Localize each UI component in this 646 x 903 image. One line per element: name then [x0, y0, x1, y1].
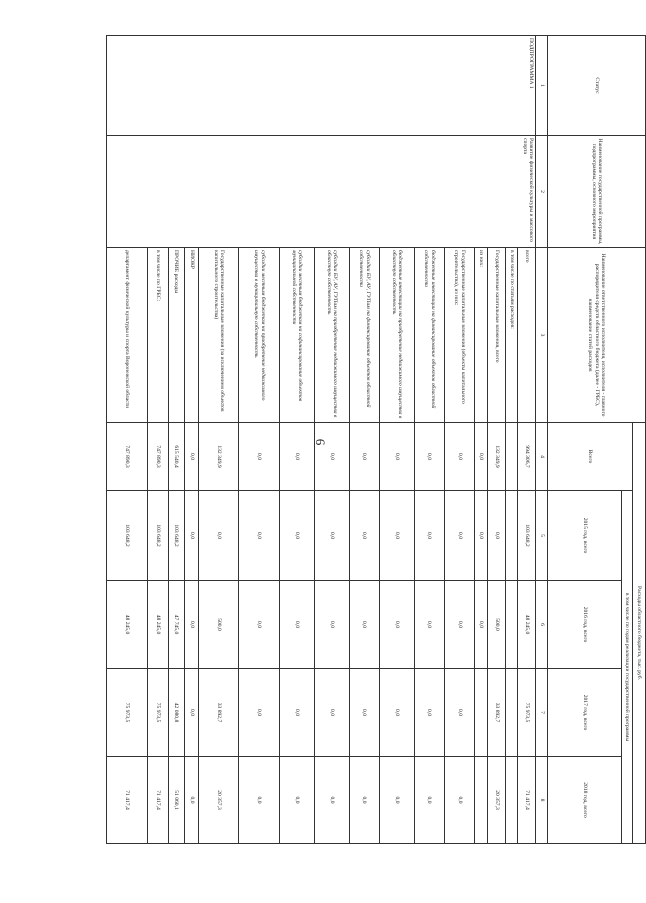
value-2016-cell: 0,0	[349, 581, 379, 669]
value-2015-cell	[506, 491, 518, 581]
table-body	[107, 36, 536, 844]
value-2015-cell: 0,0	[474, 491, 487, 581]
total-value-cell: 0,0	[474, 423, 487, 491]
value-2017-cell	[474, 669, 487, 757]
value-2016-cell: 0,0	[239, 581, 280, 669]
value-2018-cell: 0,0	[414, 757, 444, 844]
total-value-cell: 0,0	[184, 423, 198, 491]
value-2017-cell: 75 973,5	[517, 669, 536, 757]
value-2017-cell: 0,0	[184, 669, 198, 757]
expense-label-cell: субсидии БУ, АУ, ГУПам на приобретение недвижимого имущества в областную собственность	[314, 248, 349, 423]
value-2018-cell: 0,0	[379, 757, 414, 844]
value-2016-cell: 500,0	[487, 581, 506, 669]
total-value-cell: 0,0	[444, 423, 474, 491]
page-number: 6	[313, 438, 328, 446]
value-2016-cell: 47 745,0	[168, 581, 184, 669]
value-2017-cell: 0,0	[379, 669, 414, 757]
expense-label-cell: субсидии БУ, АУ, ГУПам на финансирование объектов областной собственности	[349, 248, 379, 423]
value-2015-cell: 0,0	[349, 491, 379, 581]
value-2016-cell: 500,0	[198, 581, 239, 669]
expense-label-cell: бюджетные инвестиции на финансирование объектов областной собственности	[414, 248, 444, 423]
value-2018-cell: 71 417,4	[147, 757, 168, 844]
expense-label-cell: департамент физической культуры и спорта Воронежской области	[107, 248, 148, 423]
value-2016-cell: 0,0	[379, 581, 414, 669]
value-2017-cell: 0,0	[444, 669, 474, 757]
value-2017-cell: 0,0	[414, 669, 444, 757]
budget-table	[106, 35, 646, 844]
value-2015-cell: 0,0	[314, 491, 349, 581]
header-total: Всего	[548, 423, 633, 491]
expense-label-cell: в том числе по ГРБС:	[147, 248, 168, 423]
header-gov-name: Наименование ответственного исполнителя, исполнителя - главного распорядителя средств областного бюджета (далее - ГРБС), наименование статей расходов	[548, 248, 646, 423]
value-2015-cell: 0,0	[487, 491, 506, 581]
value-2016-cell: 0,0	[414, 581, 444, 669]
total-value-cell: 994 306,7	[517, 423, 536, 491]
value-2017-cell: 0,0	[239, 669, 280, 757]
status-cell: ПОДПРОГРАММА 1	[107, 36, 536, 136]
header-2018: 2018 год, всего	[548, 757, 622, 844]
expense-label-cell: субсидии местным бюджетам на приобретение недвижимого имущества в муниципальную собственность	[239, 248, 280, 423]
value-2018-cell: 0,0	[444, 757, 474, 844]
column-number: 8	[536, 757, 548, 844]
header-2015: 2015 год, всего	[548, 491, 622, 581]
column-number-row	[536, 36, 548, 844]
value-2017-cell: 0,0	[279, 669, 314, 757]
value-2018-cell: 20 357,3	[487, 757, 506, 844]
value-2015-cell: 0,0	[239, 491, 280, 581]
total-value-cell: 132 349,9	[487, 423, 506, 491]
value-2018-cell: 0,0	[279, 757, 314, 844]
expense-label-cell: из них:	[474, 248, 487, 423]
value-2016-cell: 0,0	[279, 581, 314, 669]
value-2016-cell: 0,0	[444, 581, 474, 669]
value-2017-cell: 42 080,8	[168, 669, 184, 757]
total-value-cell: 747 890,3	[147, 423, 168, 491]
total-value-cell: 0,0	[314, 423, 349, 491]
expense-label-cell: всего	[517, 248, 536, 423]
expense-label-cell: Государственные капитальные вложения (за исключением объектов капитального строительства)	[198, 248, 239, 423]
value-2015-cell: 0,0	[184, 491, 198, 581]
value-2017-cell: 75 973,5	[107, 669, 148, 757]
value-2017-cell: 33 892,7	[487, 669, 506, 757]
value-2016-cell	[506, 581, 518, 669]
value-2017-cell	[506, 669, 518, 757]
column-number: 2	[536, 136, 548, 248]
value-2018-cell: 0,0	[314, 757, 349, 844]
column-number: 1	[536, 36, 548, 136]
rotated-table-area	[106, 35, 646, 843]
column-number: 7	[536, 669, 548, 757]
rotated-table-container	[106, 35, 646, 843]
column-number: 3	[536, 248, 548, 423]
total-value-cell	[506, 423, 518, 491]
value-2017-cell: 75 973,5	[147, 669, 168, 757]
header-2017: 2017 год, всего	[548, 669, 622, 757]
expense-label-cell: Государственные капитальные вложения, всего	[487, 248, 506, 423]
value-2016-cell: 48 245,0	[107, 581, 148, 669]
expense-label-cell: бюджетные инвестиции на приобретение недвижимого имущества в областную собственность	[379, 248, 414, 423]
header-status: Статус	[548, 36, 646, 136]
total-value-cell: 0,0	[279, 423, 314, 491]
table-row	[517, 36, 536, 844]
header-2016: 2016 год, всего	[548, 581, 622, 669]
value-2015-cell: 103 648,2	[517, 491, 536, 581]
value-2015-cell: 0,0	[414, 491, 444, 581]
header-years-group: в том числе по годам реализации государственной программы	[622, 491, 633, 844]
value-2015-cell: 103 648,2	[147, 491, 168, 581]
expense-label-cell: НИОКР	[184, 248, 198, 423]
value-2015-cell: 103 648,2	[168, 491, 184, 581]
value-2018-cell: 0,0	[349, 757, 379, 844]
value-2018-cell	[506, 757, 518, 844]
value-2016-cell: 48 245,0	[517, 581, 536, 669]
expense-label-cell: субсидии местным бюджетам на софинансирование объектов муниципальной собственности	[279, 248, 314, 423]
total-value-cell: 615 540,4	[168, 423, 184, 491]
value-2018-cell: 0,0	[184, 757, 198, 844]
total-value-cell: 132 349,9	[198, 423, 239, 491]
total-value-cell: 0,0	[414, 423, 444, 491]
value-2016-cell: 0,0	[314, 581, 349, 669]
value-2017-cell: 0,0	[349, 669, 379, 757]
column-number: 5	[536, 491, 548, 581]
value-2016-cell: 0,0	[474, 581, 487, 669]
value-2018-cell: 0,0	[239, 757, 280, 844]
expense-label-cell: Государственные капитальные вложения (объекты капитального строительства), из них:	[444, 248, 474, 423]
total-value-cell: 0,0	[379, 423, 414, 491]
expense-label-cell: ПРОЧИЕ расходы	[168, 248, 184, 423]
expense-label-cell: в том числе по статьям расходов:	[506, 248, 518, 423]
value-2015-cell: 0,0	[279, 491, 314, 581]
value-2018-cell: 51 060,1	[168, 757, 184, 844]
value-2018-cell: 71 417,4	[517, 757, 536, 844]
total-value-cell: 747 890,3	[107, 423, 148, 491]
value-2015-cell: 0,0	[198, 491, 239, 581]
value-2018-cell	[474, 757, 487, 844]
value-2017-cell: 0,0	[314, 669, 349, 757]
total-value-cell: 0,0	[349, 423, 379, 491]
program-name-cell: Развитие физической культуры и массового спорта	[107, 136, 536, 248]
header-program-name: Наименование государственной программы, подпрограммы, основного мероприятия	[548, 136, 646, 248]
value-2015-cell: 0,0	[379, 491, 414, 581]
header-budget-group: Расходы областного бюджета, тыс. руб.	[633, 423, 646, 844]
value-2015-cell: 103 648,2	[107, 491, 148, 581]
column-number: 6	[536, 581, 548, 669]
value-2016-cell: 0,0	[184, 581, 198, 669]
total-value-cell: 0,0	[239, 423, 280, 491]
value-2018-cell: 20 357,3	[198, 757, 239, 844]
value-2017-cell: 33 892,7	[198, 669, 239, 757]
value-2015-cell: 0,0	[444, 491, 474, 581]
value-2018-cell: 71 417,4	[107, 757, 148, 844]
column-number: 4	[536, 423, 548, 491]
value-2016-cell: 48 245,0	[147, 581, 168, 669]
